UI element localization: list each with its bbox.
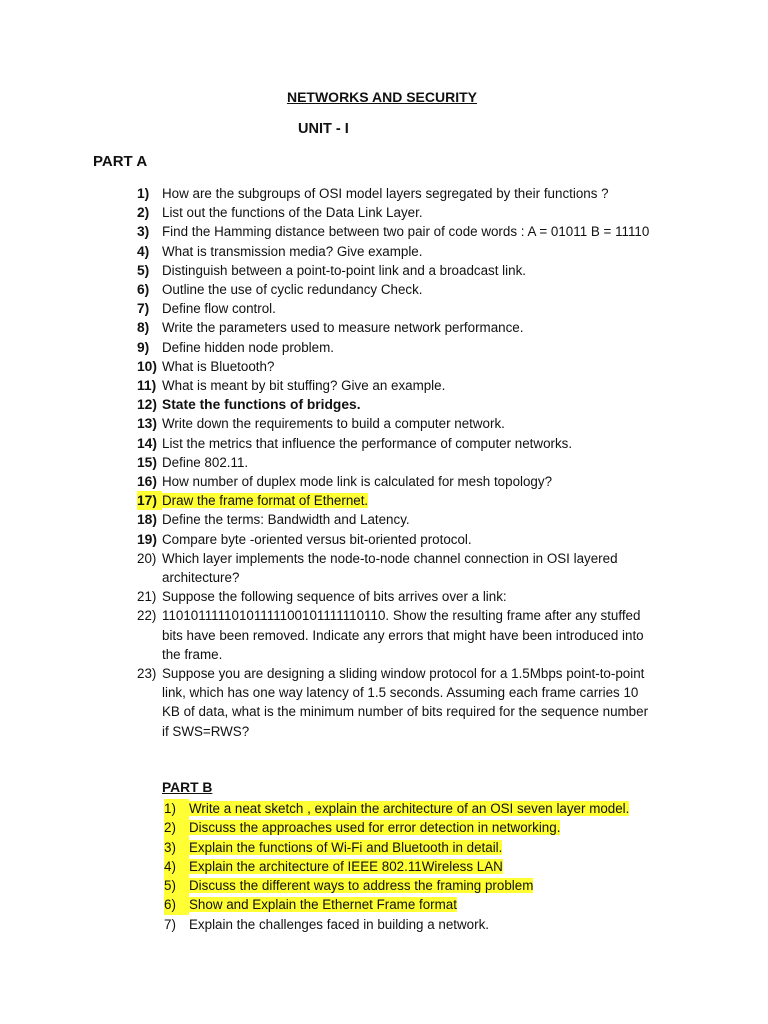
part-b-heading: PART B [162,780,213,795]
question-text: Define the terms: Bandwidth and Latency. [162,512,410,528]
question-number: 6) [137,282,150,298]
question-text [189,876,684,895]
question-item [137,280,657,299]
question-number: 3) [137,224,150,240]
question-item [164,838,684,857]
highlighted-text: Discuss the different ways to address the framing problem [189,878,534,894]
question-text [162,491,657,510]
question-item [137,606,657,664]
question-number: 2) [137,205,150,221]
question-item [137,338,657,357]
question-number: 12) [137,397,157,413]
question-text: Which layer implements the node-to-node channel connection in OSI layered architecture? [162,550,618,586]
question-item [137,414,657,433]
question-number: 20) [137,550,157,566]
question-number: 5) [164,876,189,895]
question-number: 22) [137,608,157,624]
question-item [137,357,657,376]
question-number: 23) [137,666,157,682]
question-item [137,203,657,222]
question-text: Compare byte -oriented versus bit-oriented protocol. [162,531,472,547]
question-number: 1) [164,799,189,818]
question-text [189,895,684,914]
question-item [137,472,657,491]
question-text: List out the functions of the Data Link Layer. [162,205,423,221]
question-text: What is meant by bit stuffing? Give an example. [162,378,446,394]
highlighted-text: Explain the architecture of IEEE 802.11Wireless LAN [189,858,503,874]
question-text: How are the subgroups of OSI model layers segregated by their functions ? [162,186,609,201]
unit-heading: UNIT - I [298,121,349,137]
question-text [189,857,684,876]
question-text [189,799,684,818]
part-a-question-list [137,184,657,741]
question-number: 7) [164,916,176,932]
document-title: NETWORKS AND SECURITY [286,89,478,105]
highlighted-text: Draw the frame format of Ethernet. [162,493,369,509]
question-item [164,895,684,914]
question-text: Write the parameters used to measure network performance. [162,320,524,336]
question-text: State the functions of bridges. [162,397,361,413]
question-text: What is Bluetooth? [162,358,275,374]
question-item [164,915,684,934]
question-item [137,242,657,261]
question-item [137,491,657,510]
question-item [137,453,657,472]
question-text: Define hidden node problem. [162,339,334,355]
question-number: 13) [137,416,157,432]
question-item [164,818,684,837]
question-number: 3) [164,838,189,857]
question-text: Find the Hamming distance between two pair of code words : A = 01011 B = 11110 [162,224,650,240]
question-item [137,434,657,453]
question-item [137,318,657,337]
question-text: List the metrics that influence the performance of computer networks. [162,435,573,451]
question-number: 11) [137,378,157,394]
highlighted-text: Explain the functions of Wi-Fi and Bluetooth in detail. [189,839,503,855]
question-number: 5) [137,262,150,278]
question-number: 8) [137,320,150,336]
part-b-question-list [164,799,684,934]
question-text: 11010111110101111100101111110110. Show the resulting frame after any stuffed bits have been removed. Indicate any errors that might have been introduced into the frame. [162,608,644,662]
question-text [189,838,684,857]
question-text: Define 802.11. [162,454,249,470]
question-text: Write down the requirements to build a computer network. [162,416,505,432]
highlighted-text: Write a neat sketch , explain the architecture of an OSI seven layer model. [189,801,630,816]
question-item [137,664,657,741]
question-text [189,818,684,837]
question-item [164,857,684,876]
part-a-heading: PART A [93,153,148,170]
question-item [137,299,657,318]
question-text: Suppose the following sequence of bits arrives over a link: [162,589,507,605]
question-text: What is transmission media? Give example. [162,243,423,259]
question-item [137,395,657,414]
highlighted-text: Discuss the approaches used for error detection in networking. [189,820,561,836]
question-item [137,549,657,587]
question-number: 18) [137,512,157,528]
question-number: 4) [137,243,150,259]
question-number: 4) [164,857,189,876]
question-item [137,376,657,395]
highlighted-text: Show and Explain the Ethernet Frame format [189,897,457,913]
question-number: 17) [137,491,162,510]
question-text: Define flow control. [162,301,276,317]
question-item [137,530,657,549]
question-number: 9) [137,339,150,355]
question-number: 6) [164,895,189,914]
question-number: 7) [137,301,150,317]
question-number: 16) [137,474,157,490]
question-text: Explain the challenges faced in building a network. [189,916,489,932]
question-item [137,222,657,241]
question-item [137,261,657,280]
question-number: 15) [137,454,157,470]
question-item [137,184,657,203]
question-number: 19) [137,531,157,547]
question-number: 1) [137,186,150,201]
question-text: Suppose you are designing a sliding window protocol for a 1.5Mbps point-to-point link, which has one way latency of 1.5 seconds. Assuming each frame carries 10 KB of data, what is the minimum number of bits required for the sequence number if SWS=RWS? [162,666,649,739]
question-number: 2) [164,818,189,837]
question-item [137,510,657,529]
question-text: Distinguish between a point-to-point link and a broadcast link. [162,262,526,278]
question-text: How number of duplex mode link is calculated for mesh topology? [162,474,553,490]
question-number: 21) [137,589,157,605]
question-text: Outline the use of cyclic redundancy Check. [162,282,423,298]
question-item [137,587,657,606]
question-number: 14) [137,435,157,451]
question-item [164,799,684,818]
question-item [164,876,684,895]
question-number: 10) [137,358,157,374]
